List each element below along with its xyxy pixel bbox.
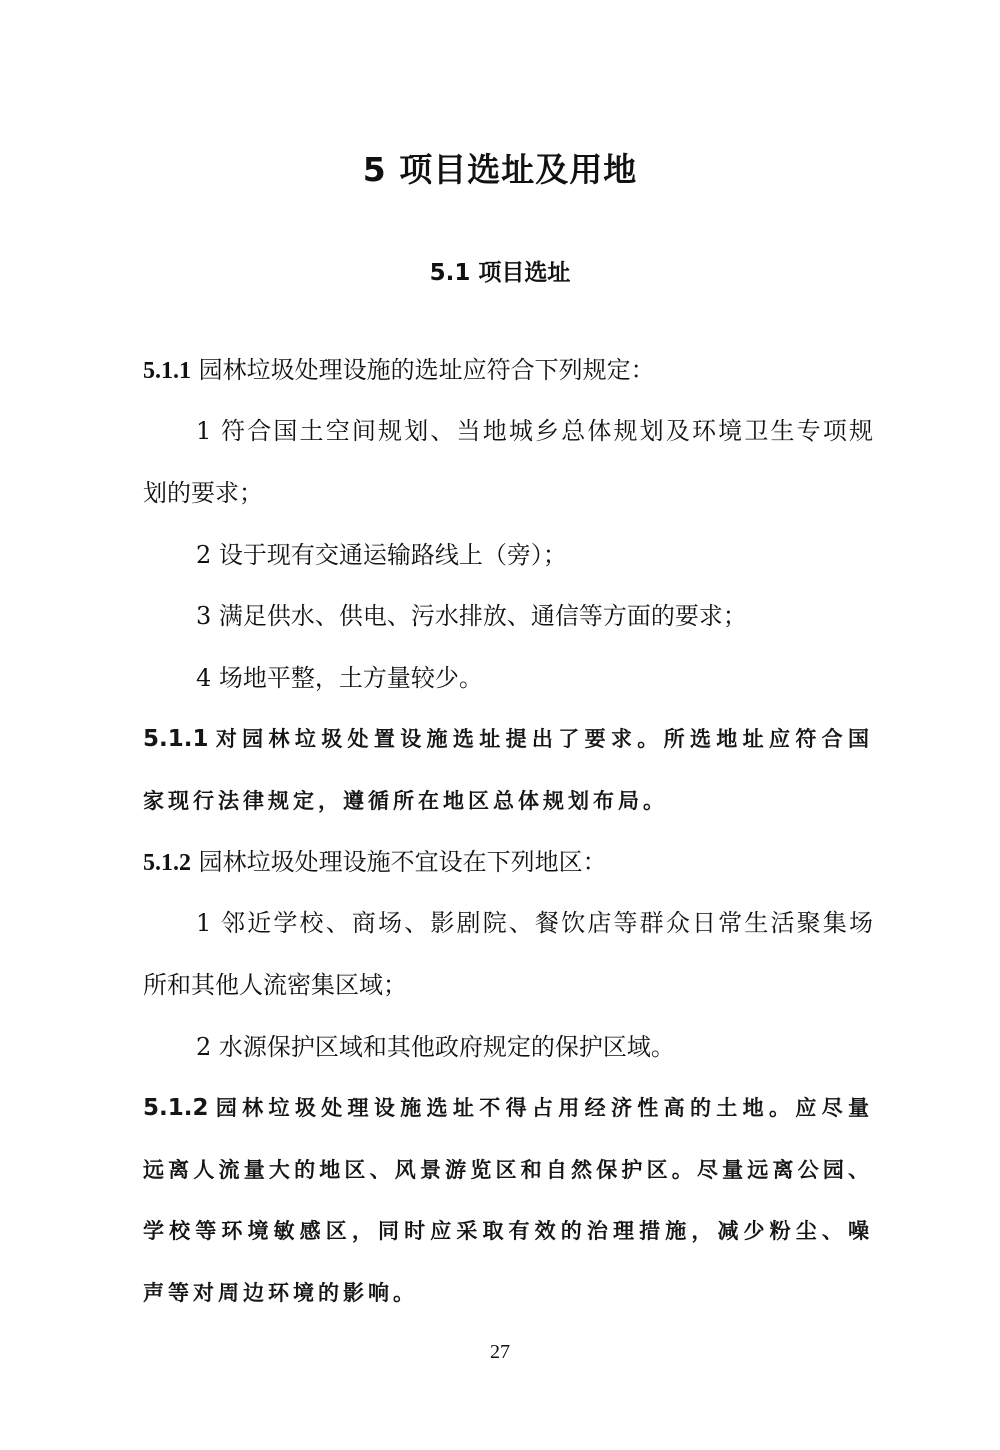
clause-text: 园林垃圾处理设施的选址应符合下列规定： bbox=[198, 356, 655, 384]
clause-5-1-1-item1-line2: 划的要求； bbox=[143, 479, 263, 507]
clause-5-1-1-item3: 3 满足供水、供电、污水排放、通信等方面的要求； bbox=[196, 602, 747, 630]
commentary-5-1-2-line3: 学校等环境敏感区，同时应采取有效的治理措施，减少粉尘、噪 bbox=[143, 1219, 873, 1243]
clause-5-1-2-item1-line2: 所和其他人流密集区域； bbox=[143, 971, 407, 999]
clause-text: 园林垃圾处理设施不宜设在下列地区： bbox=[198, 848, 607, 876]
clause-5-1-1-intro bbox=[143, 352, 873, 389]
commentary-5-1-2-line2: 远离人流量大的地区、风景游览区和自然保护区。尽量远离公园、 bbox=[143, 1158, 873, 1182]
section-title: 5.1 项目选址 bbox=[429, 260, 571, 286]
commentary-5-1-1-line1 bbox=[143, 721, 873, 757]
commentary-number: 5.1.1 bbox=[143, 726, 209, 752]
clause-5-1-2-item2: 2 水源保护区域和其他政府规定的保护区域。 bbox=[196, 1033, 675, 1061]
clause-5-1-1-item4: 4 场地平整，土方量较少。 bbox=[196, 664, 483, 692]
commentary-number: 5.1.2 bbox=[143, 1095, 209, 1121]
chapter-title: 5 项目选址及用地 bbox=[362, 150, 638, 189]
commentary-text: 对园林垃圾处置设施选址提出了要求。所选地址应符合国 bbox=[214, 727, 873, 751]
commentary-5-1-1-line2: 家现行法律规定，遵循所在地区总体规划布局。 bbox=[143, 789, 668, 813]
clause-5-1-2-intro bbox=[143, 844, 873, 881]
clause-number: 5.1.2 bbox=[143, 850, 191, 876]
commentary-5-1-2-line1 bbox=[143, 1090, 873, 1126]
clause-number: 5.1.1 bbox=[143, 358, 191, 384]
page-number: 27 bbox=[490, 1341, 510, 1363]
clause-5-1-2-item1-line1: 1 邻近学校、商场、影剧院、餐饮店等群众日常生活聚集场 bbox=[196, 909, 873, 937]
commentary-text: 园林垃圾处理设施选址不得占用经济性高的土地。应尽量 bbox=[214, 1096, 873, 1120]
clause-5-1-1-item1-line1: 1 符合国土空间规划、当地城乡总体规划及环境卫生专项规 bbox=[196, 417, 873, 445]
commentary-5-1-2-line4: 声等对周边环境的影响。 bbox=[143, 1281, 418, 1305]
clause-5-1-1-item2: 2 设于现有交通运输路线上（旁）； bbox=[196, 541, 567, 569]
